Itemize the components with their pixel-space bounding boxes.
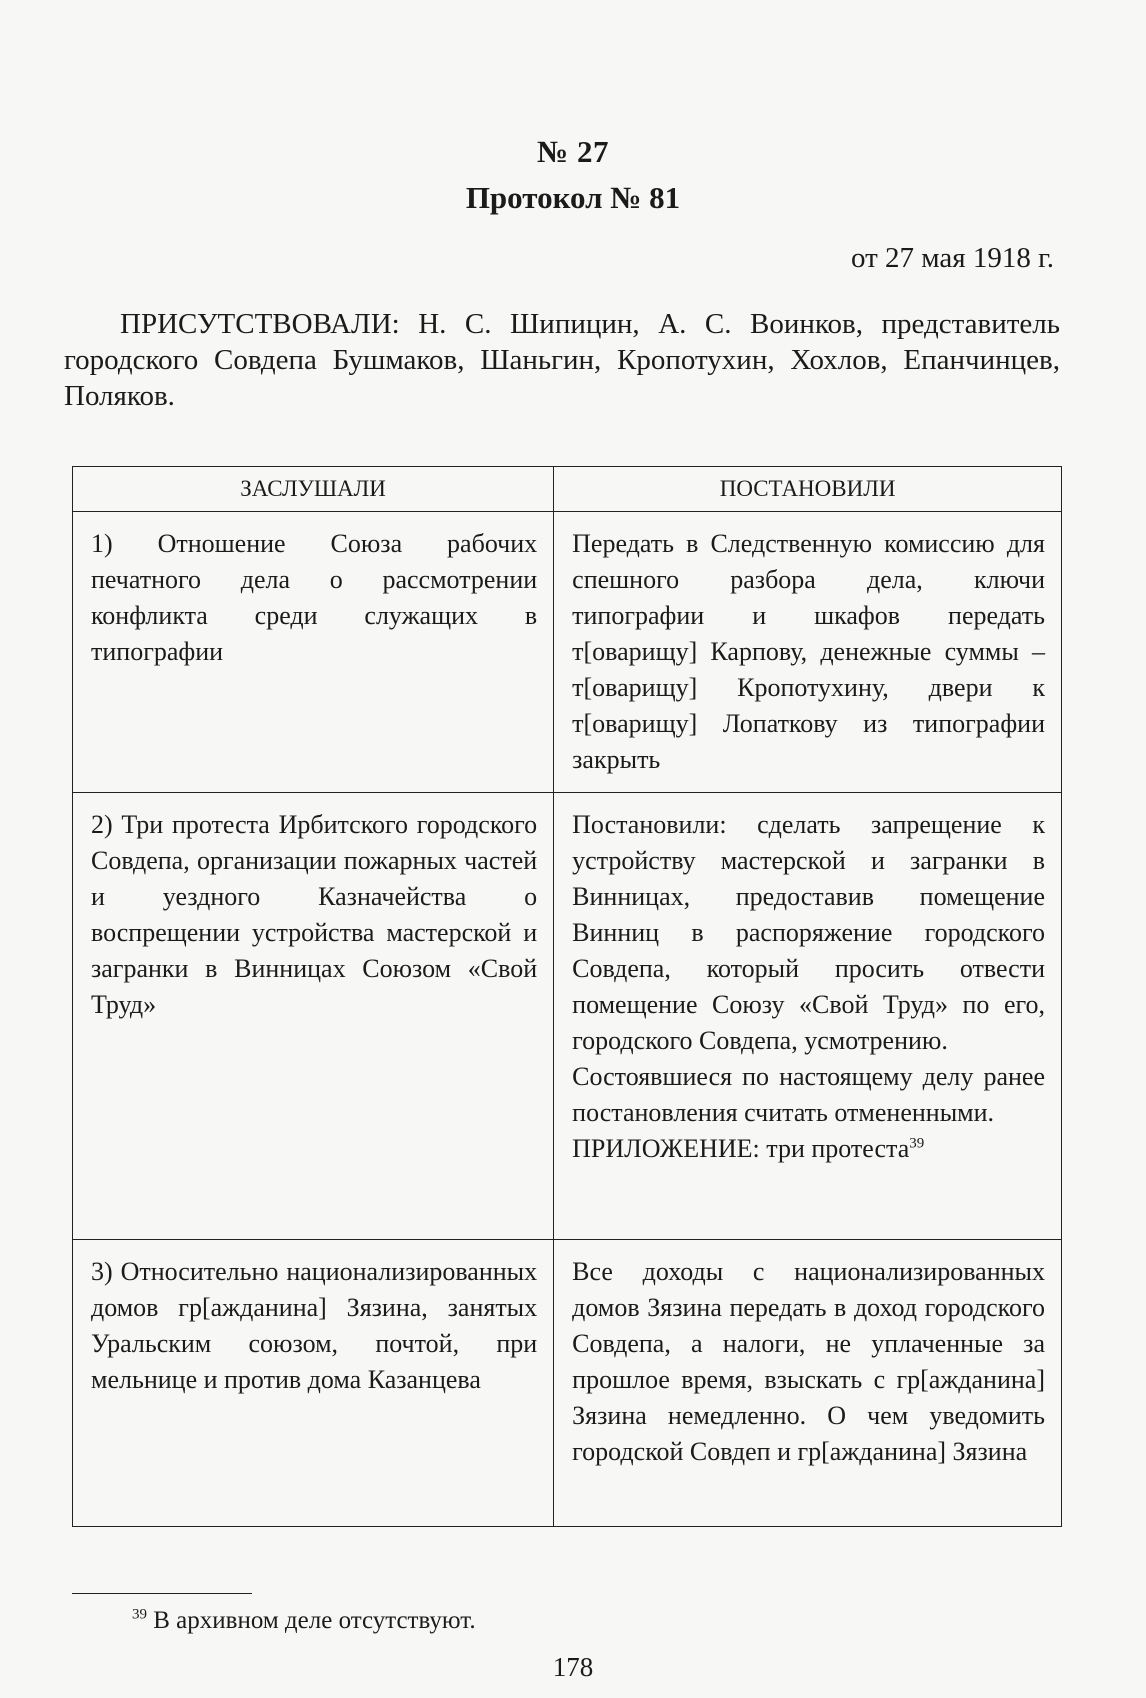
footnote-text: В архивном деле отсутствуют. [153, 1607, 476, 1634]
protocol-title: Протокол № 81 [465, 180, 681, 215]
page-number: 178 [552, 1652, 594, 1682]
footnote-reference[interactable]: 39 [909, 1135, 925, 1152]
table-row [73, 512, 1062, 793]
resolved-text: Постановили: сделать запрещение к устройству мастерской и загранки в Винницах, предоставив помещение Винниц в распоряжение городского Совдепа, который просить отвести помещение Союзу «Свой Труд» по его, городского Совдепа, усмотрению. [572, 810, 1045, 1055]
attendees-paragraph: ПРИСУТСТВОВАЛИ: Н. С. Шипицин, А. С. Воинков, представитель городского Совдепа Бушмаков, Шаньгин, Кропотухин, Хохлов, Епанчинцев, Поляков. [64, 308, 1060, 412]
resolved-cell [554, 1240, 1062, 1527]
footnote-marker: 39 [132, 1606, 147, 1623]
appendix-line [572, 1131, 1045, 1167]
table-header-row [73, 467, 1062, 512]
footnote [132, 1607, 476, 1635]
resolved-text: Все доходы с национализированных домов Зязина передать в доход городского Совдепа, а налоги, не уплаченные за прошлое время, взыскать с гр[ажданина] Зязина немедленно. О чем уведомить городской Совдеп и гр[ажданина] Зязина [572, 1257, 1045, 1466]
protocol-date: от 27 мая 1918 г. [850, 242, 1054, 274]
header-resolved: ПОСТАНОВИЛИ [554, 467, 1062, 512]
heard-cell: 2) Три протеста Ирбитского городского Совдепа, организации пожарных частей и уездного Казначейства о воспрещении устройства мастерской и загранки в Винницах Союзом «Свой Труд» [73, 793, 554, 1240]
table-row [73, 793, 1062, 1240]
document-number: № 27 [537, 134, 609, 169]
resolved-text: Состоявшиеся по настоящему делу ранее постановления считать отмененными. [572, 1062, 1045, 1127]
appendix-text: ПРИЛОЖЕНИЕ: три протеста [572, 1134, 910, 1163]
resolved-text: Передать в Следственную комиссию для спешного разбора дела, ключи типографии и шкафов передать т[оварищу] Карпову, денежные суммы – т[оварищу] Кропотухину, двери к т[оварищу] Лопаткову из типографии закрыть [572, 529, 1045, 774]
footnote-divider [72, 1593, 252, 1594]
header-heard: ЗАСЛУШАЛИ [73, 467, 554, 512]
heard-cell: 3) Относительно национализированных домов гр[ажданина] Зязина, занятых Уральским союзом, почтой, при мельнице и против дома Казанцева [73, 1240, 554, 1527]
minutes-table [72, 466, 1062, 1527]
resolved-cell [554, 793, 1062, 1240]
heard-cell: 1) Отношение Союза рабочих печатного дела о рассмотрении конфликта среди служащих в типографии [73, 512, 554, 793]
resolved-cell [554, 512, 1062, 793]
table-row [73, 1240, 1062, 1527]
